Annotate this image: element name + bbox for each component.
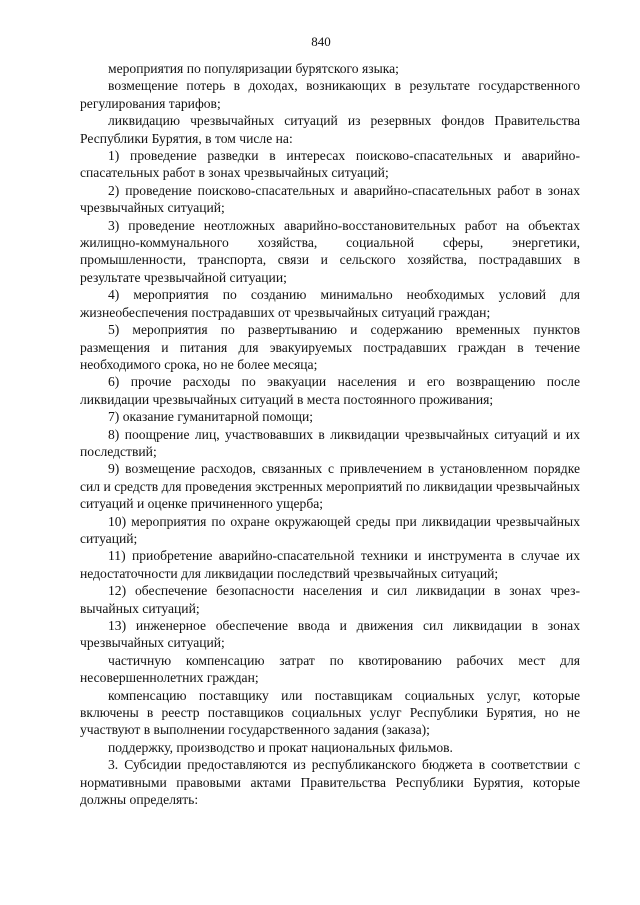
- paragraph: 9) возмещение расходов, связанных с привлечением в установленном порядке сил и средств для проведения экстренных мероприятий по ликвидации чрезвычайных ситуаций и оценке причиненного ущерба;: [80, 461, 580, 512]
- paragraph: 11) приобретение аварийно-спасательной техники и инструмента в случае их недостаточности для ликвидации последствий чрезвычайных ситуаций;: [80, 548, 580, 581]
- document-body: [80, 60, 580, 808]
- paragraph: 5) мероприятия по развертыванию и содержанию временных пунктов размещения и питания для эвакуируемых пострадавших граждан в течение необходимого срока, но не более месяца;: [80, 322, 580, 372]
- paragraph: 12) обеспечение безопасности населения и сил ликвидации в зонах чрезвычайных ситуаций;: [80, 583, 580, 616]
- paragraph: 1) проведение разведки в интересах поисково-спасательных и аварийно-спасательных работ в зонах чрезвычайных ситуаций;: [80, 148, 580, 181]
- paragraph: ликвидацию чрезвычайных ситуаций из резервных фондов Правительства Республики Бурятия, в том числе на:: [80, 113, 580, 146]
- paragraph: частичную компенсацию затрат по квотированию рабочих мест для несовершеннолетних граждан;: [80, 652, 580, 686]
- paragraph: 7) оказание гуманитарной помощи;: [108, 409, 314, 425]
- page-number: 840: [311, 34, 331, 49]
- paragraph: 8) поощрение лиц, участвовавших в ликвидации чрезвычайных ситуаций и их последствий;: [80, 426, 580, 459]
- paragraph: 13) инженерное обеспечение ввода и движения сил ликвидации в зонах чрезвычайных ситуаций;: [80, 618, 580, 651]
- paragraph: поддержку, производство и прокат национальных фильмов.: [108, 739, 453, 755]
- paragraph: 3) проведение неотложных аварийно-восстановительных работ на объектах жилищно-коммунального хозяйства, социальной сферы, энергетики, промышленности, транспорта, связи и сельского хозяйства, пострадавших в результате чрезвычайной ситуации;: [80, 217, 580, 285]
- paragraph: компенсацию поставщику или поставщикам социальных услуг, которые включены в реестр поставщиков социальных услуг Республики Бурятия, но не участвуют в выполнении государственного задания (заказа);: [80, 687, 580, 738]
- paragraph: возмещение потерь в доходах, возникающих в результате государственного регулирования тарифов;: [80, 78, 580, 111]
- paragraph: мероприятия по популяризации бурятского языка;: [108, 61, 399, 76]
- paragraph: 3. Субсидии предоставляются из республиканского бюджета в соответствии с нормативными правовыми актами Правительства Республики Бурятия, которые должны определять:: [80, 757, 580, 808]
- paragraph: 2) проведение поисково-спасательных и аварийно-спасательных работ в зонах чрезвычайных ситуаций;: [80, 182, 580, 216]
- paragraph: 6) прочие расходы по эвакуации населения и его возвращению после ликвидации чрезвычайных ситуаций в места постоянного проживания;: [80, 374, 580, 407]
- paragraph: 4) мероприятия по созданию минимально необходимых условий для жизнеобеспечения пострадавших от чрезвычайных ситуаций граждан;: [80, 287, 580, 320]
- paragraph: 10) мероприятия по охране окружающей среды при ликвидации чрезвычайных ситуаций;: [80, 513, 580, 546]
